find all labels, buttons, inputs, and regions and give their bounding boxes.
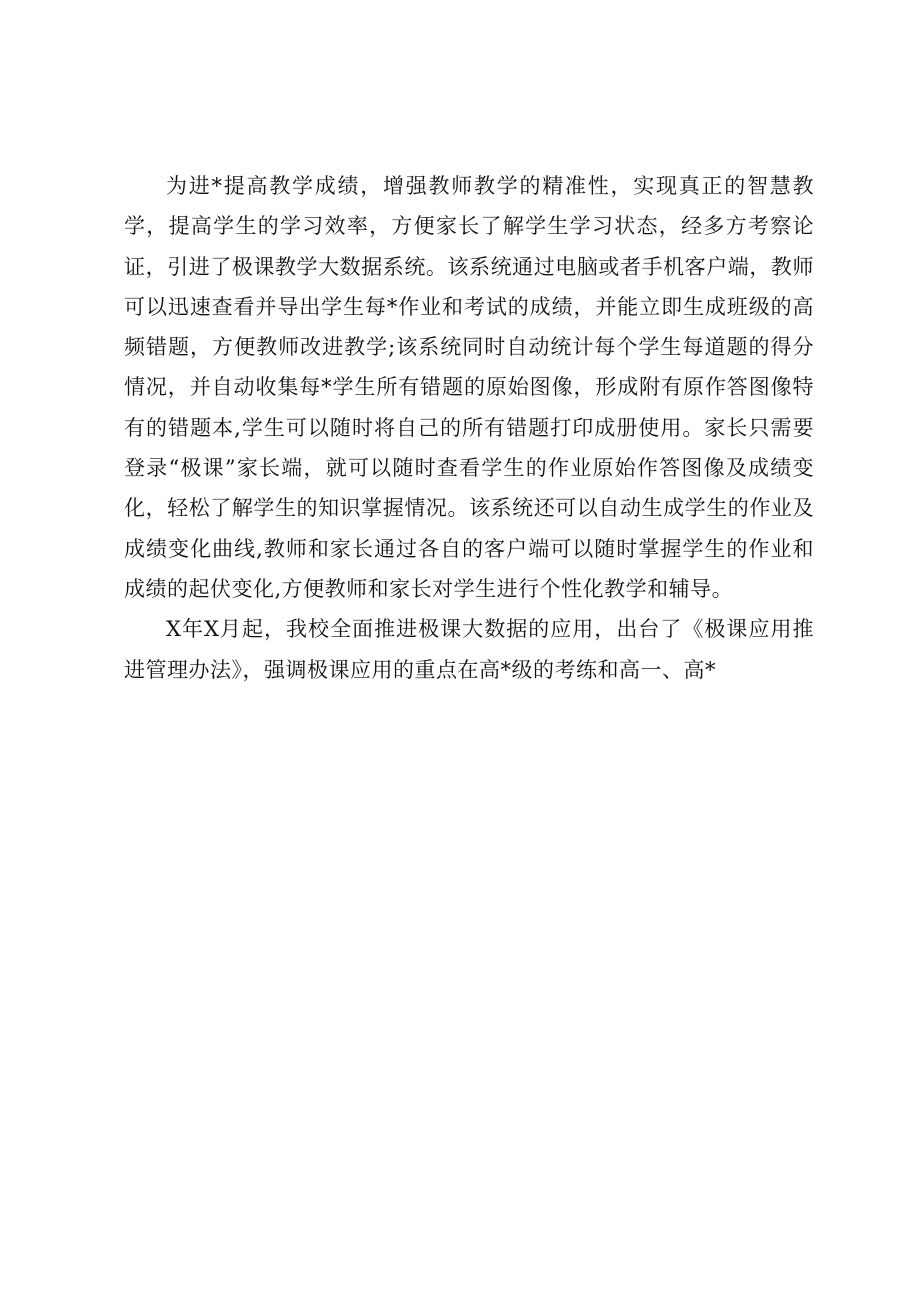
document-body bbox=[124, 166, 814, 690]
paragraph-intro-system: 为进*提高教学成绩，增强教师教学的精准性，实现真正的智慧教学，提高学生的学习效率，方便家长了解学生学习状态，经多方考察论证，引进了极课教学大数据系统。该系统通过电脑或者手机客户端，教师可以迅速查看并导出学生每*作业和考试的成绩，并能立即生成班级的高频错题，方便教师改进教学;该系统同时自动统计每个学生每道题的得分情况，并自动收集每*学生所有错题的原始图像，形成附有原作答图像特有的错题本,学生可以随时将自己的所有错题打印成册使用。家长只需要登录“极课”家长端，就可以随时查看学生的作业原始作答图像及成绩变化，轻松了解学生的知识掌握情况。该系统还可以自动生成学生的作业及成绩变化曲线,教师和家长通过各自的客户端可以随时掌握学生的作业和成绩的起伏变化,方便教师和家长对学生进行个性化教学和辅导。 bbox=[124, 174, 814, 601]
paragraph-application-policy: X年X月起，我校全面推进极课大数据的应用，出台了《极课应用推进管理办法》，强调极课应用的重点在高*级的考练和高一、高* bbox=[124, 617, 814, 682]
